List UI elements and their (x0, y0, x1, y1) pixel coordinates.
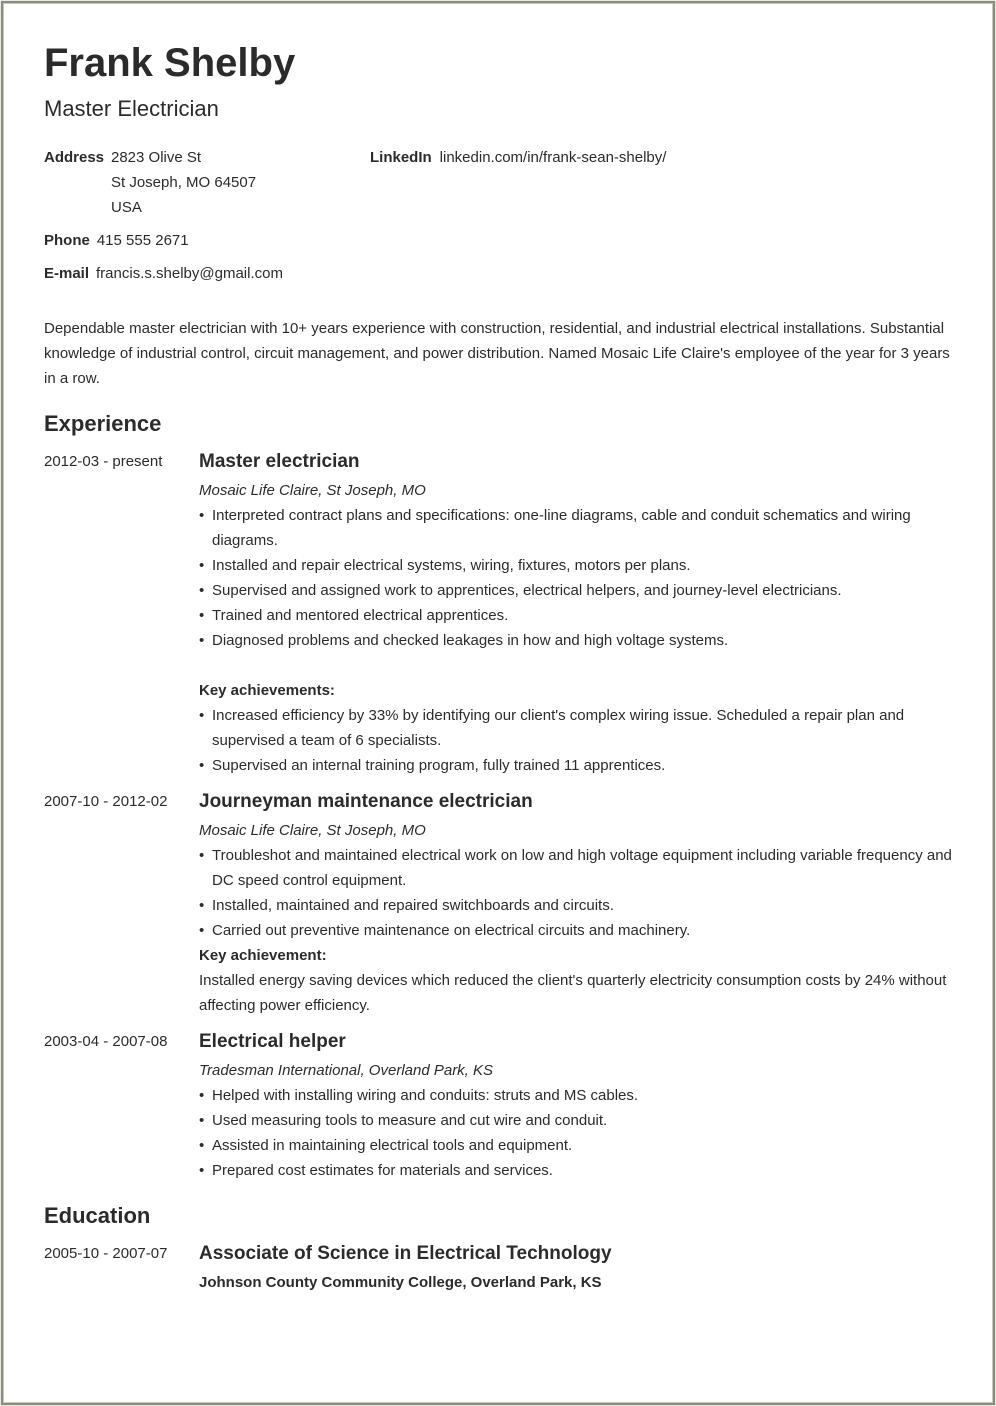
profile-summary: Dependable master electrician with 10+ years experience with construction, residential, and industrial electrical installations. Substantial knowledge of industrial control, circuit management, and power distribution. Named Mosaic Life Claire's employee of the year for 3 years in a row. (44, 320, 950, 387)
address-line: USA (111, 199, 142, 216)
contact-linkedin (370, 145, 666, 170)
candidate-name: Frank Shelby (44, 41, 296, 85)
job-dates: 2012-03 - present (44, 453, 163, 470)
job-dates: 2007-10 - 2012-02 (44, 793, 168, 810)
list-item: • Interpreted contract plans and specifications: one-line diagrams, cable and conduit schematics and wiring diagrams. (199, 503, 954, 553)
list-item: • Installed, maintained and repaired switchboards and circuits. (199, 893, 954, 918)
list-item: • Installed and repair electrical systems, wiring, fixtures, motors per plans. (199, 553, 954, 578)
linkedin-label: LinkedIn (370, 149, 432, 166)
job-body (199, 1029, 954, 1183)
job-duties-list (199, 843, 954, 943)
address-line: St Joseph, MO 64507 (111, 174, 257, 191)
job-duties-list (199, 1083, 954, 1183)
job-company: Mosaic Life Claire, St Joseph, MO (199, 822, 426, 839)
resume-page (1, 1, 995, 1405)
education-heading: Education (44, 1203, 151, 1228)
achievement-label: Key achievement: (199, 947, 327, 964)
job-duties-list (199, 503, 954, 653)
list-item: • Helped with installing wiring and conduits: struts and MS cables. (199, 1083, 954, 1108)
list-item: • Increased efficiency by 33% by identifying our client's complex wiring issue. Scheduled a repair plan and supervised a team of 6 specialists. (199, 703, 954, 753)
job-dates: 2003-04 - 2007-08 (44, 1033, 168, 1050)
achievement-text: Installed energy saving devices which reduced the client's quarterly electricity consumption costs by 24% without affecting power efficiency. (199, 972, 947, 1014)
address-value (111, 145, 256, 220)
list-item: • Trained and mentored electrical apprentices. (199, 603, 954, 628)
email-label: E-mail (44, 265, 90, 282)
spacer (199, 653, 954, 678)
list-item: • Supervised an internal training program, fully trained 11 apprentices. (199, 753, 954, 778)
education-body (199, 1241, 954, 1295)
education-dates: 2005-10 - 2007-07 (44, 1245, 168, 1262)
contact-email (44, 261, 283, 286)
phone-value: 415 555 2671 (96, 232, 189, 249)
experience-heading: Experience (44, 411, 162, 436)
achievements-label: Key achievements: (199, 682, 335, 699)
phone-label: Phone (44, 232, 90, 249)
degree-title: Associate of Science in Electrical Technology (199, 1243, 612, 1264)
list-item: • Troubleshot and maintained electrical work on low and high voltage equipment including variable frequency and DC speed control equipment. (199, 843, 954, 893)
achievements-list (199, 703, 954, 778)
list-item: • Carried out preventive maintenance on electrical circuits and machinery. (199, 918, 954, 943)
contact-address (44, 145, 256, 220)
job-title: Master electrician (199, 451, 360, 472)
job-company: Mosaic Life Claire, St Joseph, MO (199, 482, 426, 499)
job-company: Tradesman International, Overland Park, KS (199, 1062, 494, 1079)
linkedin-link[interactable]: linkedin.com/in/frank-sean-shelby/ (439, 149, 667, 166)
job-body (199, 449, 954, 778)
list-item: • Diagnosed problems and checked leakages in how and high voltage systems. (199, 628, 954, 653)
school-name: Johnson County Community College, Overland Park, KS (199, 1274, 602, 1291)
email-link[interactable]: francis.s.shelby@gmail.com (96, 265, 283, 282)
list-item: • Assisted in maintaining electrical tools and equipment. (199, 1133, 954, 1158)
address-line: 2823 Olive St (111, 149, 202, 166)
list-item: • Supervised and assigned work to apprentices, electrical helpers, and journey-level electricians. (199, 578, 954, 603)
list-item: • Used measuring tools to measure and cut wire and conduit. (199, 1108, 954, 1133)
contact-phone (44, 228, 189, 253)
candidate-title: Master Electrician (44, 96, 219, 121)
job-title: Electrical helper (199, 1031, 346, 1052)
list-item: • Prepared cost estimates for materials and services. (199, 1158, 954, 1183)
job-title: Journeyman maintenance electrician (199, 791, 533, 812)
job-body (199, 789, 954, 1018)
address-label: Address (44, 149, 105, 166)
